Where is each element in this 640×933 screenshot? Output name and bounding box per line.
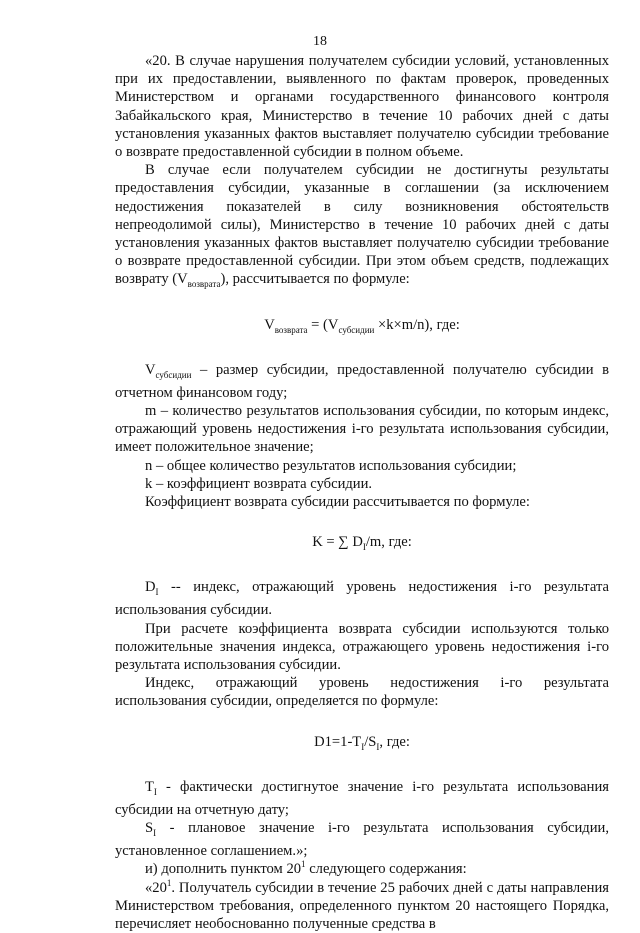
definition-d: $D_I$ -- индекс, отражающий уровень недостижения i-го результата использования субсидии. [115, 579, 609, 619]
paragraph-20: «20. В случае нарушения получателем субсидии условий, установленных при их предоставлении, выявленного по фактам проверок, проведенных Министерством и органами государственного финансового контроля Забайкальского края, Министерство в течение 10 рабочих дней с даты установления указанных фактов выставляет получателю субсидии требование о возврате предоставленной субсидии в полном объеме. [115, 53, 609, 161]
document-body [115, 52, 609, 933]
coefficient-intro: Коэффициент возврата субсидии рассчитывается по формуле: [145, 493, 530, 510]
definition-m: m – количество результатов использования субсидии, по которым индекс, отражающий уровень недостижения i-го результата использования субсидии, имеет положительное значение; [115, 402, 609, 456]
paragraph-results-not-achieved: В случае если получателем субсидии не достигнуты результаты предоставления субсидии, указанные в соглашении (за исключением недостижения показателей в силу возникновения обстоятельств непреодолимой силы), Министерство в течение 10 рабочих дней с даты установления указанных фактов выставляет получателю субсидии требование о возврате предоставленной субсидии. При этом объем средств, подлежащих возврату $(V_{возврата})$, рассчитывается по формуле: [115, 162, 609, 290]
definition-t: $T_I$ - фактически достигнутое значение i-го результата использования субсидии на отчетную дату; [115, 778, 609, 818]
definition-v-subsidy: $V_{субсидии}$ – размер субсидии, предоставленной получателю субсидии в отчетном финансовом году; [115, 361, 609, 401]
definition-n: n – общее количество результатов использования субсидии; [145, 457, 517, 474]
page-number: 18 [313, 34, 327, 49]
definition-s: $S_I$ - плановое значение i-го результата использования субсидии, установленное соглашением.»; [115, 820, 609, 860]
paragraph-index-intro: Индекс, отражающий уровень недостижения i-го результата использования субсидии, определяется по формуле: [115, 675, 609, 710]
paragraph-20-1: «$20^1$. Получатель субсидии в течение 25 рабочих дней с даты направления Министерством требования, определенного пунктом 20 настоящего Порядка, перечисляет необоснованно полученные средства в [115, 877, 609, 932]
definition-k: k – коэффициент возврата субсидии. [145, 475, 373, 492]
formula-coefficient: K = ∑ $D_I/m$, где: [312, 534, 412, 553]
paragraph-positive-values: При расчете коэффициента возврата субсидии используются только положительные значения индекса, отражающего уровень недостижения i-го результата использования субсидии. [115, 620, 609, 674]
formula-index: $D1=1-T_I/S_I$, где: [314, 733, 410, 752]
formula-return-volume: $V_{возврата} = (V_{субсидии} \times k\times m/n)$, где: [264, 316, 460, 335]
paragraph-add-20-1: и) дополнить пунктом $20^1$ следующего содержания: [145, 859, 467, 878]
